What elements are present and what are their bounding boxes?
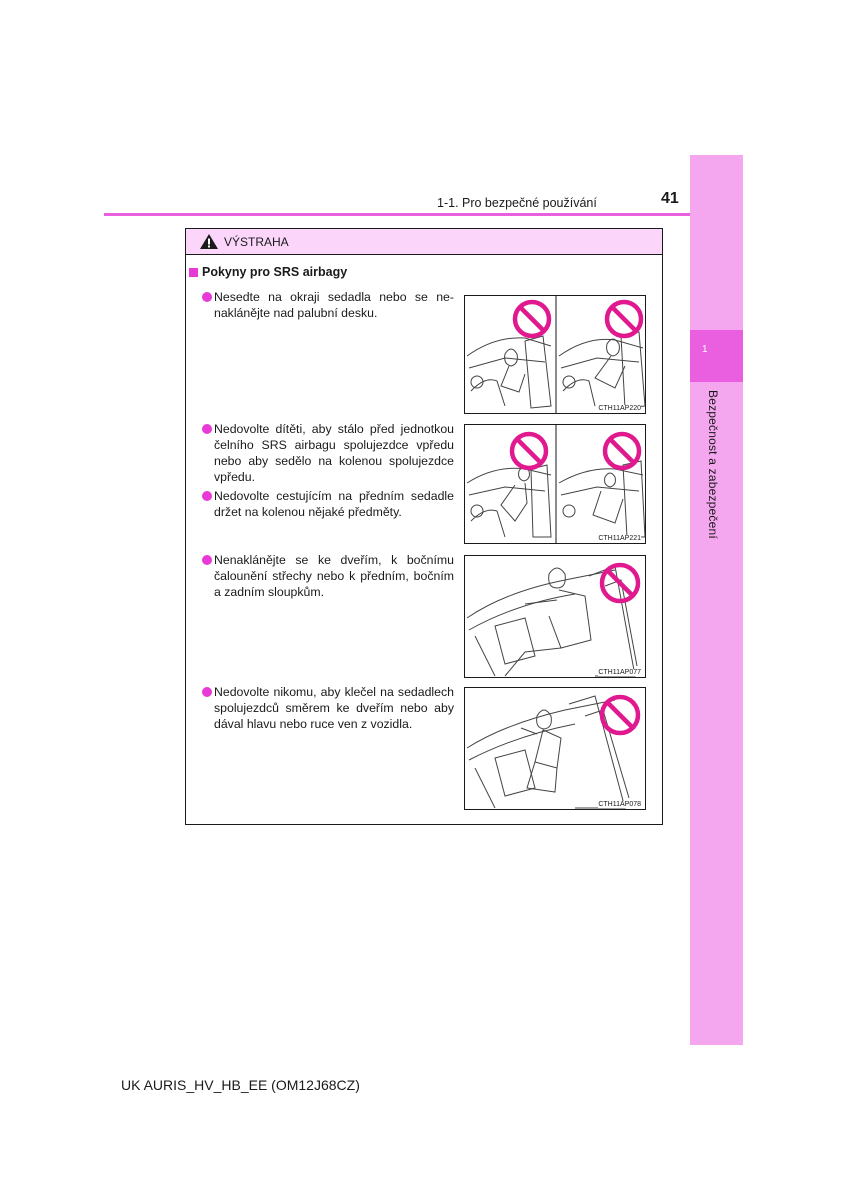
prohibition-icon [515,302,549,336]
bullet-dot-icon [202,555,212,565]
warning-item-text: Nedovolte dítěti, aby stálo před jednotkou čelního SRS airbagu spolujezdce vpředu nebo aby sedělo na kolenou spolujezdce vpředu. [214,422,454,484]
warning-item [202,488,454,520]
warning-box [185,228,663,825]
illustration-leaning-door [464,555,646,678]
warning-item [202,421,454,485]
illustration-drawing [465,296,646,414]
warning-title: VÝSTRAHA [224,235,289,249]
warning-item-text: Nedovolte nikomu, aby klečel na sedadlech spolujezdců směrem ke dveřím nebo aby dával hlavu nebo ruce ven z vozidla. [214,685,454,731]
illustration-child-front-seat [464,424,646,544]
chapter-number: 1 [702,344,708,355]
illustration-kneeling-seat [464,687,646,810]
bullet-dot-icon [202,491,212,501]
illustration-code: CTH11AP077 [598,669,641,676]
subheading-text: Pokyny pro SRS airbagy [202,265,348,279]
page-number: 41 [661,190,679,207]
illustration-drawing [465,425,646,544]
bullet-dot-icon [202,687,212,697]
illustration-drawing [465,556,646,678]
illustration-code: CTH11AP078 [598,801,641,808]
square-bullet-icon [189,268,198,277]
bullet-dot-icon [202,292,212,302]
illustration-leaning-forward [464,295,646,414]
prohibition-icon [607,302,641,336]
bullet-dot-icon [202,424,212,434]
warning-triangle-icon [199,233,219,250]
illustration-code: CTH11AP221 [598,535,641,542]
warning-item [202,684,454,732]
chapter-side-tab [690,155,743,1045]
prohibition-icon [602,697,638,733]
prohibition-icon [512,434,546,468]
warning-item-text: Nedovolte cestujícím na předním sedadle držet na kolenou nějaké předměty. [214,489,454,519]
header-divider [104,213,690,216]
warning-header [186,229,662,255]
warning-item-text: Nesedte na okraji sedadla nebo se nenaklánějte nad palubní desku. [214,290,454,320]
chapter-number-tab[interactable] [690,330,743,382]
footer-model-code: UK AURIS_HV_HB_EE (OM12J68CZ) [121,1077,360,1093]
warning-item [202,552,454,600]
illustration-code: CTH11AP220 [598,405,641,412]
prohibition-icon [605,434,639,468]
warning-item-text: Nenaklánějte se ke dveřím, k bočnímu čalounění střechy nebo k předním, bočním a zadním sloupkům. [214,553,454,599]
chapter-label: Bezpečnost a zabezpečení [706,390,720,539]
section-title: 1-1. Pro bezpečné používání [437,196,597,210]
illustration-drawing [465,688,646,810]
warning-item [202,289,454,321]
